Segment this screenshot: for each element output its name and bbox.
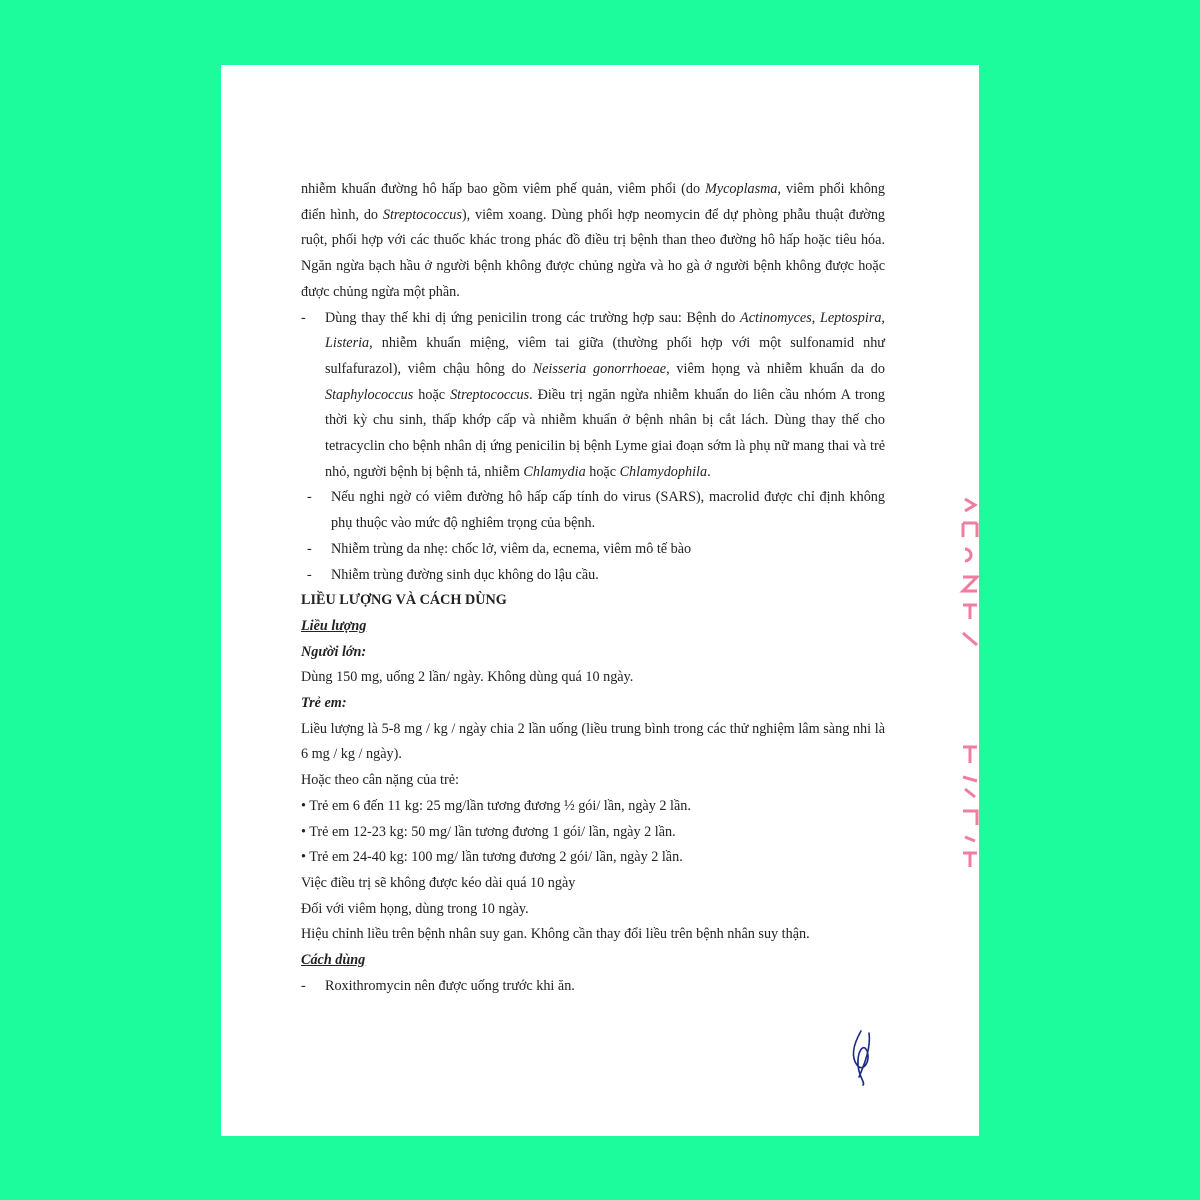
document-page	[221, 65, 979, 1136]
weight-intro: Hoặc theo cân nặng của trẻ:	[301, 772, 459, 789]
bullet-marker: -	[301, 309, 306, 326]
child-title: Trẻ em:	[301, 695, 347, 712]
signature	[841, 1027, 881, 1092]
child-dosage-text: Liều lượng là 5-8 mg / kg / ngày chia 2 lần uống (liều trung bình trong các thử nghiệm lâm sàng nhi là 6 mg / kg / ngày).	[301, 720, 885, 763]
stamp-mark	[957, 741, 979, 871]
italic-term: Streptococcus	[382, 206, 462, 223]
weight-item: • Trẻ em 6 đến 11 kg: 25 mg/lần tương đương ½ gói/ lần, ngày 2 lần.	[301, 797, 691, 814]
stamp-fragment-icon	[959, 493, 979, 653]
bullet-text: Nếu nghi ngờ có viêm đường hô hấp cấp tính do virus (SARS), macrolid được chỉ định không phụ thuộc vào mức độ nghiêm trọng của bệnh.	[331, 489, 885, 532]
bullet-text: Nhiễm trùng da nhẹ: chốc lở, viêm da, ecnema, viêm mô tế bào	[331, 540, 692, 557]
section-title: LIỀU LƯỢNG VÀ CÁCH DÙNG	[301, 592, 507, 609]
throat-text: Đối với viêm họng, dùng trong 10 ngày.	[301, 900, 529, 917]
italic-term: Chlamydia	[523, 463, 586, 480]
usage-title: Cách dùng	[301, 952, 366, 969]
adult-title: Người lớn:	[301, 643, 367, 660]
italic-term: Neisseria gonorrhoeae	[532, 360, 667, 377]
text-run: nhiễm khuẩn đường hô hấp bao gồm viêm phế quản, viêm phổi (do	[301, 181, 705, 197]
adult-dosage-text: Dùng 150 mg, uống 2 lần/ ngày. Không dùng quá 10 ngày.	[301, 669, 634, 686]
italic-term: Staphylococcus	[325, 386, 414, 403]
indications-paragraph	[301, 177, 885, 306]
document-content	[301, 177, 885, 1000]
italic-term: Streptococcus	[450, 386, 530, 403]
bullet-text: Nhiễm trùng đường sinh dục không do lậu cầu.	[331, 566, 599, 583]
bullet-marker: -	[307, 566, 312, 583]
duration-text: Việc điều trị sẽ không được kéo dài quá 10 ngày	[301, 874, 576, 891]
indication-bullet-penicillin	[301, 306, 885, 486]
weight-item: • Trẻ em 24-40 kg: 100 mg/ lần tương đương 2 gói/ lần, ngày 2 lần.	[301, 849, 683, 866]
bullet-marker: -	[307, 489, 312, 506]
text-run: , viêm phổi không điển hình, do	[301, 181, 885, 223]
bullet-text	[325, 306, 885, 486]
adjust-text: Hiệu chỉnh liều trên bệnh nhân suy gan. Không cần thay đổi liều trên bệnh nhân suy thận.	[301, 926, 810, 943]
text-run: ), viêm xoang. Dùng phối hợp neomycin để dự phòng phẫu thuật đường ruột, phối hợp với các thuốc khác trong phác đồ điều trị bệnh than theo đường hô hấp hoặc tiêu hóa. Ngăn ngừa bạch hầu ở người bệnh không được chủng ngừa và ho gà ở người bệnh không được hoặc được chủng ngừa một phần.	[301, 206, 886, 300]
text-run: hoặc	[585, 463, 620, 480]
text-run: Dùng thay thế khi dị ứng penicilin trong các trường hợp sau: Bệnh do	[325, 309, 741, 326]
indication-bullet-skin	[301, 537, 885, 563]
bullet-text: Roxithromycin nên được uống trước khi ăn.	[325, 977, 575, 994]
weight-item: • Trẻ em 12-23 kg: 50 mg/ lần tương đương 1 gói/ lần, ngày 2 lần.	[301, 823, 676, 840]
italic-term: Actinomyces, Leptospira, Listeria	[325, 309, 885, 352]
bullet-marker: -	[307, 540, 312, 557]
signature-icon	[841, 1027, 881, 1087]
usage-bullet	[301, 974, 885, 1000]
italic-term: Mycoplasma	[705, 181, 778, 197]
text-run: , viêm họng và nhiễm khuẩn da do	[666, 360, 885, 377]
stamp-mark	[957, 493, 979, 653]
text-run: .	[707, 463, 711, 480]
italic-term: Chlamydophila	[619, 463, 708, 480]
bullet-marker: -	[301, 977, 306, 994]
text-run: , nhiễm khuẩn miệng, viêm tai giữa (thường phối hợp với một sulfonamid như sulfafurazol), viêm chậu hông do	[325, 335, 885, 377]
text-run: hoặc	[413, 386, 451, 403]
indication-bullet-sars	[301, 485, 885, 536]
dosage-title: Liều lượng	[301, 617, 367, 634]
text-run: . Điều trị ngăn ngừa nhiễm khuẩn do liên cầu nhóm A trong thời kỳ chu sinh, thấp khớp cấp và nhiễm khuẩn ở bệnh nhân bị cắt lách. Dùng thay thế cho tetracyclin cho bệnh nhân dị ứng penicilin bị bệnh Lyme giai đoạn sớm là phụ nữ mang thai và trẻ nhỏ, người bệnh bị bệnh tả, nhiễm	[325, 386, 885, 480]
stamp-fragment-icon	[959, 741, 979, 871]
indication-bullet-genital	[301, 563, 885, 589]
